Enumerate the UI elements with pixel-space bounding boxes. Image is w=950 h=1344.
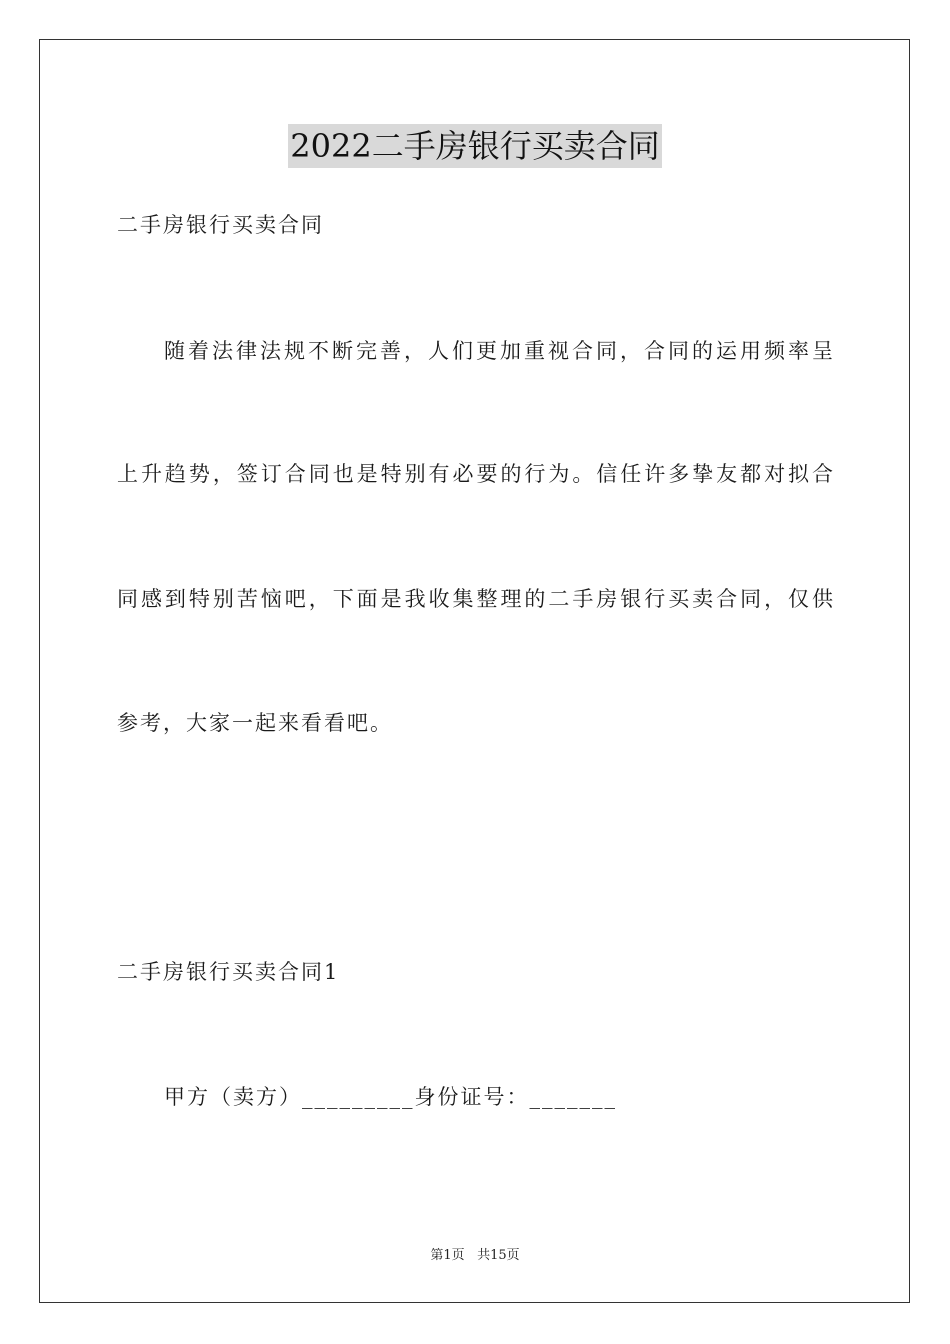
intro-line-3: 同感到特别苦恼吧，下面是我收集整理的二手房银行买卖合同，仅供 (117, 587, 833, 611)
intro-line-1: 随着法律法规不断完善，人们更加重视合同，合同的运用频率呈 (164, 339, 833, 363)
page-footer (0, 1247, 950, 1265)
party-a-line: 甲方（卖方）_________身份证号：_______ (164, 1085, 617, 1109)
title-container (0, 124, 950, 168)
document-title: 2022二手房银行买卖合同 (288, 124, 661, 168)
intro-line-2: 上升趋势，签订合同也是特别有必要的行为。信任许多挚友都对拟合 (117, 462, 833, 486)
page-number: 第1页 (430, 1248, 465, 1263)
page-total: 共15页 (477, 1248, 520, 1263)
section-heading: 二手房银行买卖合同1 (117, 960, 340, 984)
document-subtitle: 二手房银行买卖合同 (117, 213, 324, 237)
intro-line-4: 参考，大家一起来看看吧。 (117, 711, 393, 735)
